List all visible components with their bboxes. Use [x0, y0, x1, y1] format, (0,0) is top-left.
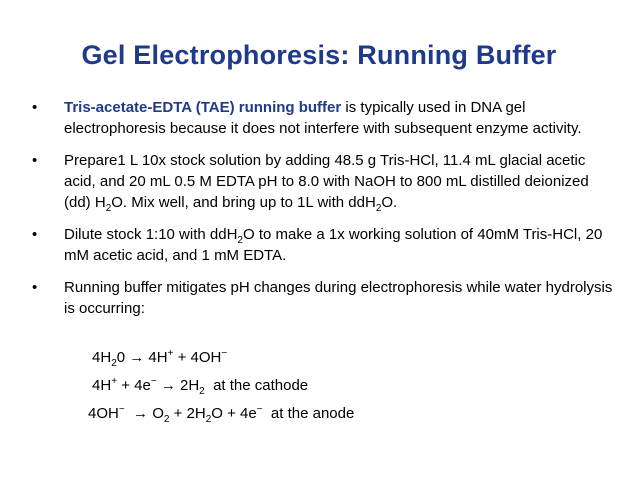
- slide-title: Gel Electrophoresis: Running Buffer: [81, 40, 557, 70]
- equation-water-hydrolysis: [92, 348, 227, 368]
- eq-term: + 2H: [169, 405, 206, 422]
- eq-label: at the cathode: [204, 377, 309, 394]
- bullet-marker: •: [32, 99, 38, 116]
- superscript: −: [118, 404, 125, 415]
- eq-term: 4H: [144, 349, 168, 366]
- bullet-marker: •: [32, 226, 38, 243]
- eq-term: 4OH: [88, 405, 119, 422]
- bullet-marker: •: [32, 152, 38, 169]
- subscript: 2: [163, 414, 170, 425]
- superscript: +: [111, 376, 118, 387]
- superscript: −: [150, 376, 157, 387]
- bullet-marker: •: [32, 279, 38, 296]
- bullet-list: [30, 97, 615, 330]
- bullet-item-dilution: [30, 224, 615, 266]
- subscript: 2: [375, 203, 382, 214]
- superscript: +: [167, 348, 174, 359]
- bullet-item-stock-prep: [30, 150, 615, 213]
- eq-term: O + 4e: [211, 405, 257, 422]
- eq-term: 4H: [92, 349, 112, 366]
- bullet-text: O.: [381, 194, 398, 211]
- tae-buffer-highlight: Tris-acetate-EDTA (TAE) running buffer: [64, 99, 342, 116]
- bullet-text: Dilute stock 1:10 with ddH: [64, 226, 238, 243]
- subscript: 2: [111, 358, 117, 369]
- eq-term: 2H: [175, 377, 200, 394]
- equation-anode: [88, 404, 354, 424]
- bullet-text: Prepare1 L 10x stock solution by adding 48.5 g Tris-HCl, 11.4 mL glacial acetic acid, and 20 mL 0.5 M EDTA pH to 8.0 with NaOH to 800 mL distilled deionized (dd) H: [64, 152, 589, 211]
- bullet-item-ph-mitigation: [30, 277, 615, 319]
- arrow-icon: →: [124, 405, 149, 422]
- subscript: 2: [199, 386, 205, 397]
- arrow-icon: →: [129, 349, 145, 366]
- bullet-text: O. Mix well, and bring up to 1L with ddH: [111, 194, 376, 211]
- bullet-item-tae: [30, 97, 615, 139]
- eq-term: + 4OH: [173, 349, 222, 366]
- eq-term: 4H: [92, 377, 112, 394]
- subscript: 2: [105, 203, 112, 214]
- eq-label: at the anode: [262, 405, 355, 422]
- superscript: −: [221, 348, 228, 359]
- eq-term: O: [148, 405, 164, 422]
- eq-term: 0: [116, 349, 130, 366]
- arrow-icon: →: [156, 377, 176, 394]
- eq-term: + 4e: [117, 377, 151, 394]
- equation-cathode: [92, 376, 308, 396]
- superscript: −: [256, 404, 263, 415]
- subscript: 2: [205, 414, 212, 425]
- bullet-text: is typically used in DNA gel electrophoresis because it does not interfere with subsequent enzyme activity.: [64, 99, 582, 137]
- bullet-text: Running buffer mitigates pH changes during electrophoresis while water hydrolysis is occurring:: [64, 279, 613, 317]
- bullet-text: O to make a 1x working solution of 40mM Tris-HCl, 20 mM acetic acid, and 1 mM EDTA.: [64, 226, 603, 264]
- subscript: 2: [237, 235, 243, 246]
